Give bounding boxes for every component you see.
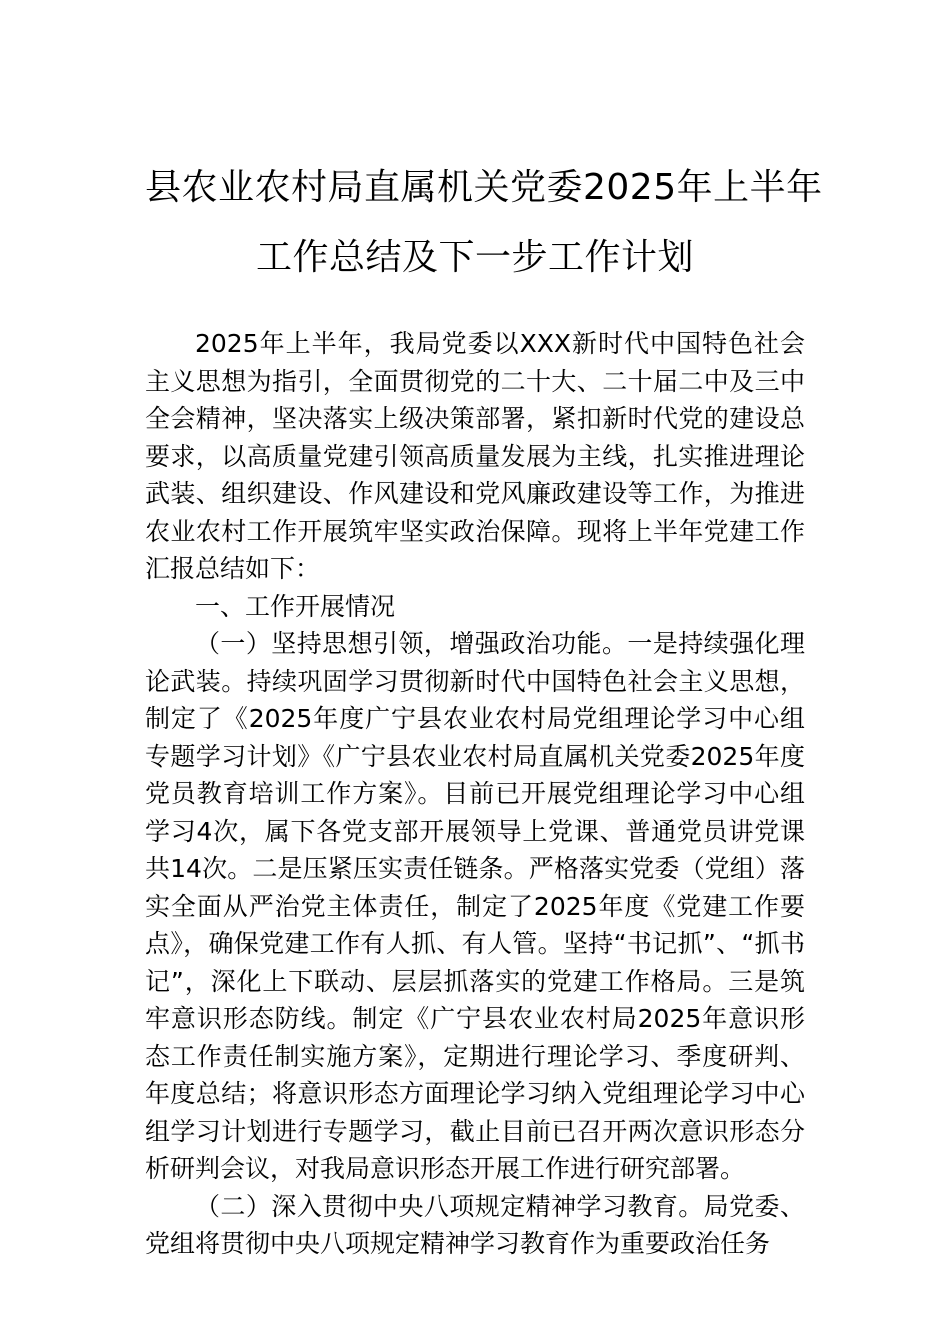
section-1-paragraph: （一）坚持思想引领，增强政治功能。一是持续强化理论武装。持续巩固学习贯彻新时代中国特色社会主义思想，制定了《2025年度广宁县农业农村局党组理论学习中心组专题学习计划》《广宁县农业农村局直属机关党委2025年度党员教育培训工作方案》。目前已开展党组理论学习中心组学习4次，属下各党支部开展领导上党课、普通党员讲党课共14次。二是压紧压实责任链条。严格落实党委（党组）落实全面从严治党主体责任，制定了2025年度《党建工作要点》，确保党建工作有人抓、有人管。坚持“书记抓”、“抓书记”，深化上下联动、层层抓落实的党建工作格局。三是筑牢意识形态防线。制定《广宁县农业农村局2025年意识形态工作责任制实施方案》，定期进行理论学习、季度研判、年度总结；将意识形态方面理论学习纳入党组理论学习中心组学习计划进行专题学习，截止目前已召开两次意识形态分析研判会议，对我局意识形态开展工作进行研究部署。 xyxy=(145,629,805,1183)
document-title-line-2: 工作总结及下一步工作计划 xyxy=(255,237,694,278)
document-title-line-1: 县农业农村局直属机关党委2025年上半年 xyxy=(145,167,823,208)
document-body xyxy=(145,325,805,1263)
section-2-paragraph: （二）深入贯彻中央八项规定精神学习教育。局党委、党组将贯彻中央八项规定精神学习教育作为重要政治任务 xyxy=(145,1191,805,1258)
section-heading: 一、工作开展情况 xyxy=(195,591,396,621)
intro-paragraph: 2025年上半年，我局党委以XXX新时代中国特色社会主义思想为指引，全面贯彻党的二十大、二十届二中及三中全会精神，坚决落实上级决策部署，紧扣新时代党的建设总要求，以高质量党建引领高质量发展为主线，扎实推进理论武装、组织建设、作风建设和党风廉政建设等工作，为推进农业农村工作开展筑牢坚实政治保障。现将上半年党建工作汇报总结如下： xyxy=(145,329,805,583)
